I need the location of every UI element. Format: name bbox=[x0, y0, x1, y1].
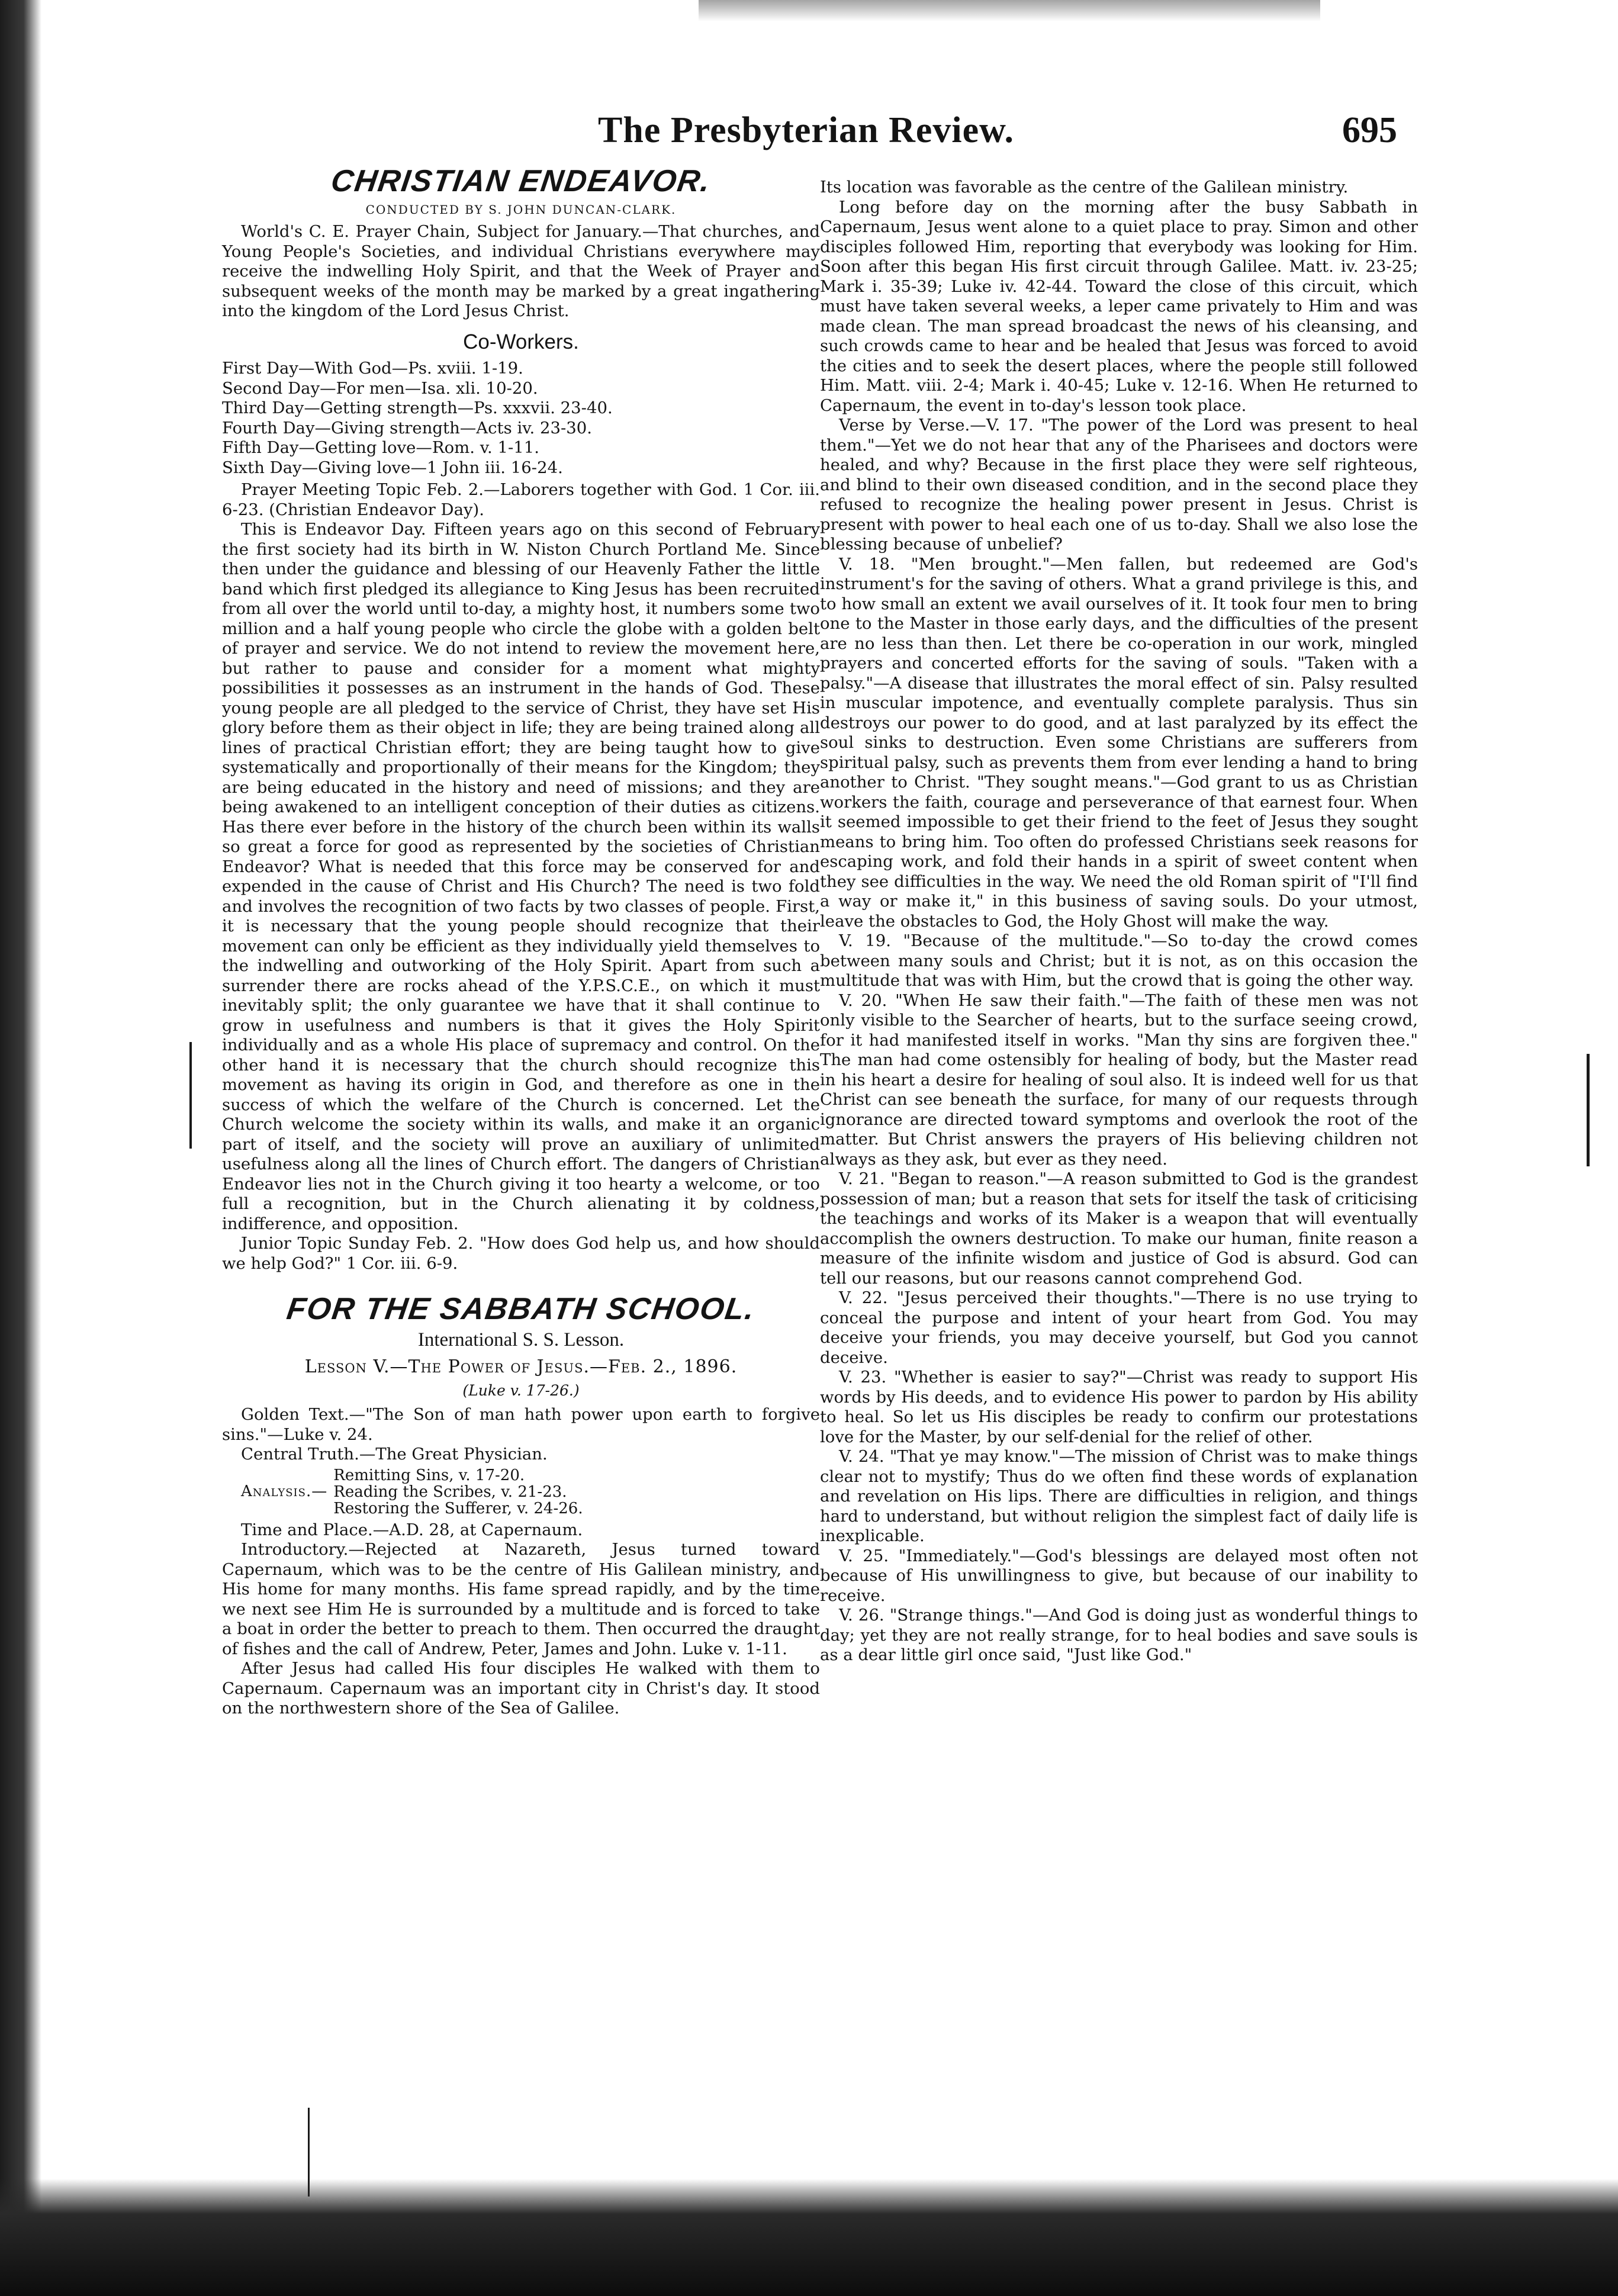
day-list bbox=[222, 359, 820, 478]
ce-intro: World's C. E. Prayer Chain, Subject for January.—That churches, and Young People's Societies, and individual Christians everywhere may receive the indwelling Holy Spirit, and that the Week of Prayer and subsequent weeks of the month may be marked by a great ingathering into the kingdom of the Lord Jesus Christ. bbox=[222, 222, 820, 320]
paragraph: V. 26. "Strange things."—And God is doing just as wonderful things to day; yet they are not really strange, for to heal bodies and save souls is as a dear little girl once said, "Just like God." bbox=[820, 1606, 1418, 1664]
ce-body: This is Endeavor Day. Fifteen years ago on this second of February the first society had its birth in W. Niston Church Portland Me. Since then under the guidance and blessing of our Heavenly Father the little band which first pledged its allegiance to King Jesus has been recruited from all over the world until to-day, a mighty host, it numbers some two million and a half young people who circle the globe with a golden belt of prayer and service. We do not intend to review the movement here, but rather to pause and consider for a moment what mighty possibilities it possesses as an instrument in the hands of God. These young people are all pledged to the service of Christ, they have set His glory before them as their object in life; they are being trained along all lines of practical Christian effort; they are being taught how to give systematically and proportionally of their means for the Kingdom; they are being educated in the history and need of missions; and they are being awakened to an intelligent conception of their duties as citizens. Has there ever before in the history of the church been within its walls so great a force for good as represented by the societies of Christian Endeavor? What is needed that this force may be conserved for and expended in the cause of Christ and His Church? The need is two fold and involves the recognition of two facts by two classes of people. First, it is necessary that the young people should recognize that their movement can only be efficient as they individually yield themselves to the indwelling and outworking of the Holy Spirit. Apart from such a surrender there are rocks ahead of the Y.P.S.C.E., on which it must inevitably split; the only guarantee we have that it shall continue to grow in usefulness and numbers is that it gives the Holy Spirit individually and as a whole His place of supremacy and control. On the other hand it is necessary that the church should recognize this movement as having its origin in God, and therefore as one in the success of which the welfare of the Church is concerned. Let the Church welcome the society within its walls, and make it an organic part of itself, and the society will prove an auxiliary of unlimited usefulness along all the lines of Church effort. The dangers of Christian Endeavor lies not in the Church giving it too hearty a welcome, or too full a recognition, but in the Church alienating it by coldness, indifference, and opposition. bbox=[222, 520, 820, 1233]
paragraph: Its location was favorable as the centre of the Galilean ministry. bbox=[820, 178, 1349, 197]
ss-subtitle: International S. S. Lesson. bbox=[417, 1329, 625, 1350]
right-column bbox=[820, 178, 1418, 1665]
lesson-line: Lesson V.—The Power of Jesus.—Feb. 2., 1896. bbox=[304, 1356, 738, 1377]
analysis-row: Remitting Sins, v. 17-20. bbox=[333, 1466, 525, 1484]
margin-mark bbox=[189, 1042, 192, 1149]
analysis-rows bbox=[333, 1467, 583, 1517]
prayer-topic: Prayer Meeting Topic Feb. 2.—Laborers together with God. 1 Cor. iii. 6-23. (Christian Endeavor Day). bbox=[222, 480, 820, 519]
time-and-place: Time and Place.—A.D. 28, at Capernaum. bbox=[241, 1520, 583, 1539]
running-head: The Presbyterian Review. bbox=[598, 110, 1015, 150]
junior-topic: Junior Topic Sunday Feb. 2. "How does God help us, and how should we help God?" 1 Cor. iii. 6-9. bbox=[222, 1234, 820, 1273]
day-item: Second Day—For men—Isa. xli. 10-20. bbox=[222, 378, 538, 398]
lesson-reference: (Luke v. 17-26.) bbox=[462, 1381, 580, 1399]
scan-edge-bottom bbox=[0, 2179, 1618, 2296]
analysis-label: Analysis.— bbox=[241, 1482, 328, 1500]
golden-text: Golden Text.—"The Son of man hath power upon earth to forgive sins."—Luke v. 24. bbox=[222, 1405, 820, 1444]
paragraph: V. 21. "Began to reason."—A reason submitted to God is the grandest possession of man; but a reason that sets for itself the task of criticising the teachings and works of its Maker is a weapon that will eventually accomplish the owners destruction. To make our human, finite reason a measure of the infinite wisdom and justice of God is absurd. God can tell our reasons, but our reasons cannot comprehend God. bbox=[820, 1169, 1418, 1288]
ce-byline: CONDUCTED BY S. JOHN DUNCAN-CLARK. bbox=[365, 202, 677, 217]
paragraph: V. 20. "When He saw their faith."—The faith of these men was not only visible to the Searcher of hearts, but to the surface seeing crowd, for it had manifested itself in works. "Man thy sins are forgiven thee." The man had come ostensibly for healing of body, but the Master read in his heart a desire for healing of soul also. It is indeed well for us that Christ can see beneath the surface, for many of our requests through ignorance are directed toward symptoms and overlook the root of the matter. But Christ answers the prayers of His believing children not always as they ask, but ever as they need. bbox=[820, 991, 1418, 1169]
page-header bbox=[83, 110, 1397, 157]
introductory: Introductory.—Rejected at Nazareth, Jesus turned toward Capernaum, which was to be the centre of His Galilean ministry, and His home for many months. His fame spread rapidly, and by the time we next see Him He is surrounded by a multitude and is forced to take a boat in order the better to preach to them. Then occurred the draught of fishes and the call of Andrew, Peter, James and John. Luke v. 1-11. bbox=[222, 1540, 820, 1658]
christian-endeavor-title: CHRISTIAN ENDEAVOR. bbox=[329, 164, 713, 198]
scan-edge-top bbox=[699, 0, 1320, 21]
analysis-row: Restoring the Sufferer, v. 24-26. bbox=[333, 1499, 583, 1517]
margin-mark bbox=[1587, 1054, 1590, 1166]
paragraph: V. 18. "Men brought."—Men fallen, but redeemed are God's instrument's for the saving of others. What a grand privilege is this, and to how small an extent we avail ourselves of it. It took four men to bring one to the Master in those early days, and the difficulties of the present are no less than then. Let there be co-operation in our work, mingled prayers and concerted efforts for the saving of souls. "Taken with a palsy."—A disease that illustrates the moral effect of sin. Palsy resulted in muscular impotence, and eventually complete paralysis. Thus sin destroys our power to do good, and at last paralyzed by its effect the soul sinks to destruction. Even some Christians are sufferers from spiritual palsy, such as prevents them from ever lending a hand to bring another to Christ. "They sought means."—God grant to us as Christian workers the faith, courage and perseverance of that earnest four. When it seemed impossible to get their friend to the feet of Jesus they sought means to bring him. Too often do professed Christians seek reasons for escaping work, and fold their hands in a spirit of sweet content when they see difficulties in the way. We need the old Roman spirit of "I'll find a way or make it," in this business of saving souls. Do your utmost, leave the obstacles to God, the Holy Ghost will make the way. bbox=[820, 554, 1418, 931]
paragraph: Verse by Verse.—V. 17. "The power of the Lord was present to heal them."—Yet we do not hear that any of the Pharisees and doctors were healed, and why? Because in the first place they were self righteous, and blind to their own diseased condition, and in the second place they refused to recognize the healing power present in Jesus. Christ is present with power to heal each one of us to-day. Shall we also lose the blessing because of unbelief? bbox=[820, 416, 1418, 554]
day-item: Fifth Day—Getting love—Rom. v. 1-11. bbox=[222, 438, 539, 457]
left-column bbox=[222, 164, 820, 1719]
paragraph: V. 22. "Jesus perceived their thoughts."—There is no use trying to conceal the purpose and intent of your heart from God. You may deceive your friends, you may deceive yourself, but God you cannot deceive. bbox=[820, 1288, 1418, 1367]
page-number: 695 bbox=[1342, 110, 1397, 150]
day-item: Third Day—Getting strength—Ps. xxxvii. 23-40. bbox=[222, 398, 613, 417]
paragraph: V. 19. "Because of the multitude."—So to-day the crowd comes between many souls and Christ; but it is not, as on this occasion the multitude that was with Him, but the crowd that is going the other way. bbox=[820, 931, 1418, 990]
central-truth: Central Truth.—The Great Physician. bbox=[241, 1445, 548, 1464]
day-item: First Day—With God—Ps. xviii. 1-19. bbox=[222, 359, 523, 378]
after-jesus-paragraph: After Jesus had called His four disciples He walked with them to Capernaum. Capernaum was an important city in Christ's day. It stood on the northwestern shore of the Sea of Galilee. bbox=[222, 1659, 820, 1718]
paragraph: V. 23. "Whether is easier to say?"—Christ was ready to support His words by His deeds, and to evidence His power to pardon by His ability to heal. So let us His disciples be ready to confirm our protestations love for the Master, by our self-denial for the relief of other. bbox=[820, 1368, 1418, 1446]
coworkers-heading: Co-Workers. bbox=[463, 330, 579, 353]
paragraph: V. 25. "Immediately."—God's blessings are delayed most often not because of His unwillingness to give, but because of our inability to receive. bbox=[820, 1546, 1418, 1605]
analysis-block bbox=[241, 1467, 820, 1517]
scan-edge-left bbox=[0, 0, 41, 2296]
paragraph: V. 24. "That ye may know."—The mission of Christ was to make things clear not to mystify; Thus do we often find these words of explanation and revelation on His lips. There are difficulties in religion, and things hard to understand, but without religion the simplest fact of daily life is inexplicable. bbox=[820, 1447, 1418, 1545]
analysis-row: Reading the Scribes, v. 21-23. bbox=[333, 1483, 567, 1501]
sabbath-school-title: FOR THE SABBATH SCHOOL. bbox=[284, 1292, 758, 1326]
paragraph: Long before day on the morning after the busy Sabbath in Capernaum, Jesus went alone to a quiet place to pray. Simon and other disciples followed Him, reporting that everybody was looking for Him. Soon after this began His first circuit through Galilee. Matt. iv. 23-25; Mark i. 35-39; Luke iv. 42-44. Toward the close of this circuit, which must have taken several weeks, a leper came privately to Him and was made clean. The man spread broadcast the news of his cleansing, and such crowds came to hear and be healed that Jesus was forced to avoid the cities and to seek the desert places, where the people still followed Him. Matt. viii. 2-4; Mark i. 40-45; Luke v. 12-16. When He returned to Capernaum, the event in to-day's lesson took place. bbox=[820, 197, 1418, 415]
day-item: Sixth Day—Giving love—1 John iii. 16-24. bbox=[222, 458, 563, 477]
day-item: Fourth Day—Giving strength—Acts iv. 23-30. bbox=[222, 418, 593, 438]
